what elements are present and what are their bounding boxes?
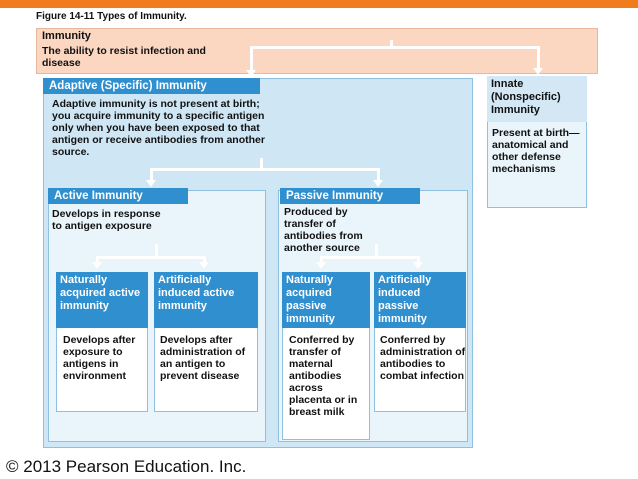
top-accent-bar bbox=[0, 0, 638, 8]
immunity-title: Immunity bbox=[42, 30, 91, 42]
arrow-down-icon bbox=[373, 180, 383, 187]
arrow-down-icon bbox=[146, 180, 156, 187]
innate-immunity-description: Present at birth—anatomical and other defense mechanisms bbox=[492, 127, 580, 175]
figure-title: Figure 14-11 Types of Immunity. bbox=[36, 11, 187, 22]
artificially-induced-passive-description: Conferred by administration of antibodies to combat infection bbox=[380, 334, 466, 382]
naturally-acquired-active-header: Naturally acquired active immunity bbox=[56, 272, 148, 328]
connector-line bbox=[250, 46, 253, 72]
connector-line bbox=[320, 256, 420, 259]
passive-immunity-description: Produced by transfer of antibodies from another source bbox=[284, 206, 363, 254]
naturally-acquired-passive-header: Naturally acquired passive immunity bbox=[282, 272, 370, 328]
connector-line bbox=[537, 46, 540, 70]
passive-immunity-header: Passive Immunity bbox=[280, 188, 420, 204]
arrow-down-icon bbox=[533, 68, 543, 75]
adaptive-immunity-header: Adaptive (Specific) Immunity bbox=[43, 78, 260, 94]
connector-line bbox=[250, 46, 540, 49]
connector-line bbox=[96, 256, 206, 259]
arrow-down-icon bbox=[316, 262, 326, 269]
active-immunity-description: Develops in response to antigen exposure bbox=[52, 208, 161, 232]
arrow-down-icon bbox=[246, 70, 256, 77]
active-immunity-header: Active Immunity bbox=[48, 188, 188, 204]
artificially-induced-active-description: Develops after administration of an antigen to prevent disease bbox=[160, 334, 246, 382]
connector-line bbox=[150, 168, 380, 171]
arrow-down-icon bbox=[199, 262, 209, 269]
immunity-description: The ability to resist infection and disease bbox=[42, 45, 206, 69]
connector-line bbox=[390, 40, 393, 48]
arrow-down-icon bbox=[413, 262, 423, 269]
artificially-induced-active-header: Artificially induced active immunity bbox=[154, 272, 258, 328]
copyright-text: © 2013 Pearson Education. Inc. bbox=[6, 457, 247, 476]
naturally-acquired-passive-description: Conferred by transfer of maternal antibodies across placenta or in breast milk bbox=[289, 334, 358, 418]
arrow-down-icon bbox=[92, 262, 102, 269]
artificially-induced-passive-header: Artificially induced passive immunity bbox=[374, 272, 466, 328]
naturally-acquired-active-description: Develops after exposure to antigens in environment bbox=[63, 334, 136, 382]
adaptive-immunity-description: Adaptive immunity is not present at birth; you acquire immunity to a specific antigen only when you have been exposed to that antigen or receive antibodies from another source. bbox=[52, 98, 265, 158]
innate-immunity-header: Innate (Nonspecific) Immunity bbox=[487, 76, 587, 122]
